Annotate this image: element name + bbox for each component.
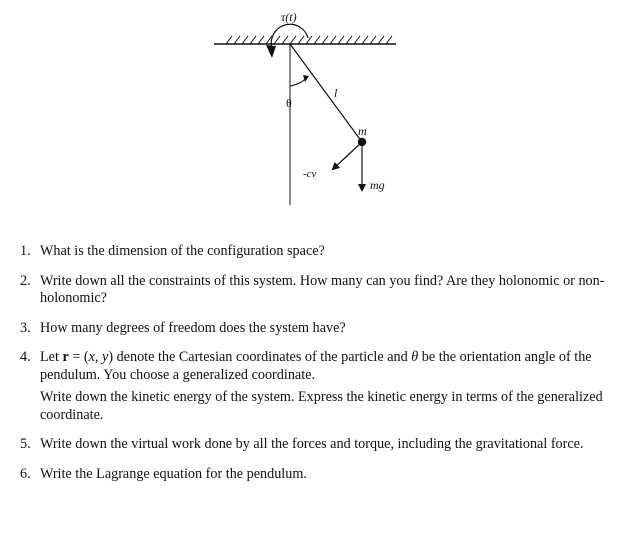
question-text-followup: Write down the kinetic energy of the system. Express the kinetic energy in terms of the generalized coordinate. xyxy=(40,389,603,423)
question-5 xyxy=(20,436,620,454)
text-segment: = ( xyxy=(68,349,89,365)
question-number: 3. xyxy=(20,319,31,336)
question-2 xyxy=(20,273,620,308)
y-symbol: y xyxy=(102,349,109,365)
question-4 xyxy=(20,349,620,424)
text-segment: , xyxy=(94,349,102,365)
angle-label: θ xyxy=(286,96,292,110)
question-text: Write the Lagrange equation for the pendulum. xyxy=(40,465,307,482)
text-segment: be the orientation angle of the pendulum. You choose a generalized coordinate. xyxy=(40,349,592,383)
damping-force-arrow xyxy=(333,142,362,169)
question-number: 5. xyxy=(20,436,31,452)
x-symbol: x xyxy=(88,349,95,365)
question-number: 2. xyxy=(20,272,31,289)
question-list xyxy=(20,243,620,495)
pendulum-diagram xyxy=(0,0,637,215)
question-text xyxy=(40,349,620,384)
torque-arrowhead xyxy=(266,45,276,58)
question-text: How many degrees of freedom does the system have? xyxy=(40,319,346,336)
question-1 xyxy=(20,243,620,261)
text-segment: ) denote the Cartesian coordinates of the particle and xyxy=(108,349,412,365)
question-number: 4. xyxy=(20,349,31,365)
ceiling-hatching xyxy=(226,36,392,44)
angle-arc xyxy=(290,78,306,86)
pendulum-rod xyxy=(290,44,362,142)
text-segment: Let xyxy=(40,349,63,365)
position-vector-symbol: r xyxy=(62,349,69,365)
question-6 xyxy=(20,466,620,484)
angle-arrowhead xyxy=(303,75,309,82)
question-number: 6. xyxy=(20,465,31,482)
question-text: Write down the virtual work done by all the forces and torque, including the gravitational force. xyxy=(40,436,584,452)
question-text: Write down all the constraints of this system. How many can you find? Are they holonomic or non-holonomic? xyxy=(40,272,605,306)
question-3 xyxy=(20,320,620,338)
theta-symbol: θ xyxy=(411,349,419,365)
question-text: What is the dimension of the configuration space? xyxy=(40,243,325,259)
pendulum-figure xyxy=(0,0,637,215)
damping-label: -cv xyxy=(303,168,317,180)
gravity-label: mg xyxy=(370,178,385,192)
question-number: 1. xyxy=(20,243,31,259)
torque-label: τ(t) xyxy=(281,10,297,24)
mass-label: m xyxy=(358,124,367,138)
length-label: l xyxy=(334,86,338,100)
